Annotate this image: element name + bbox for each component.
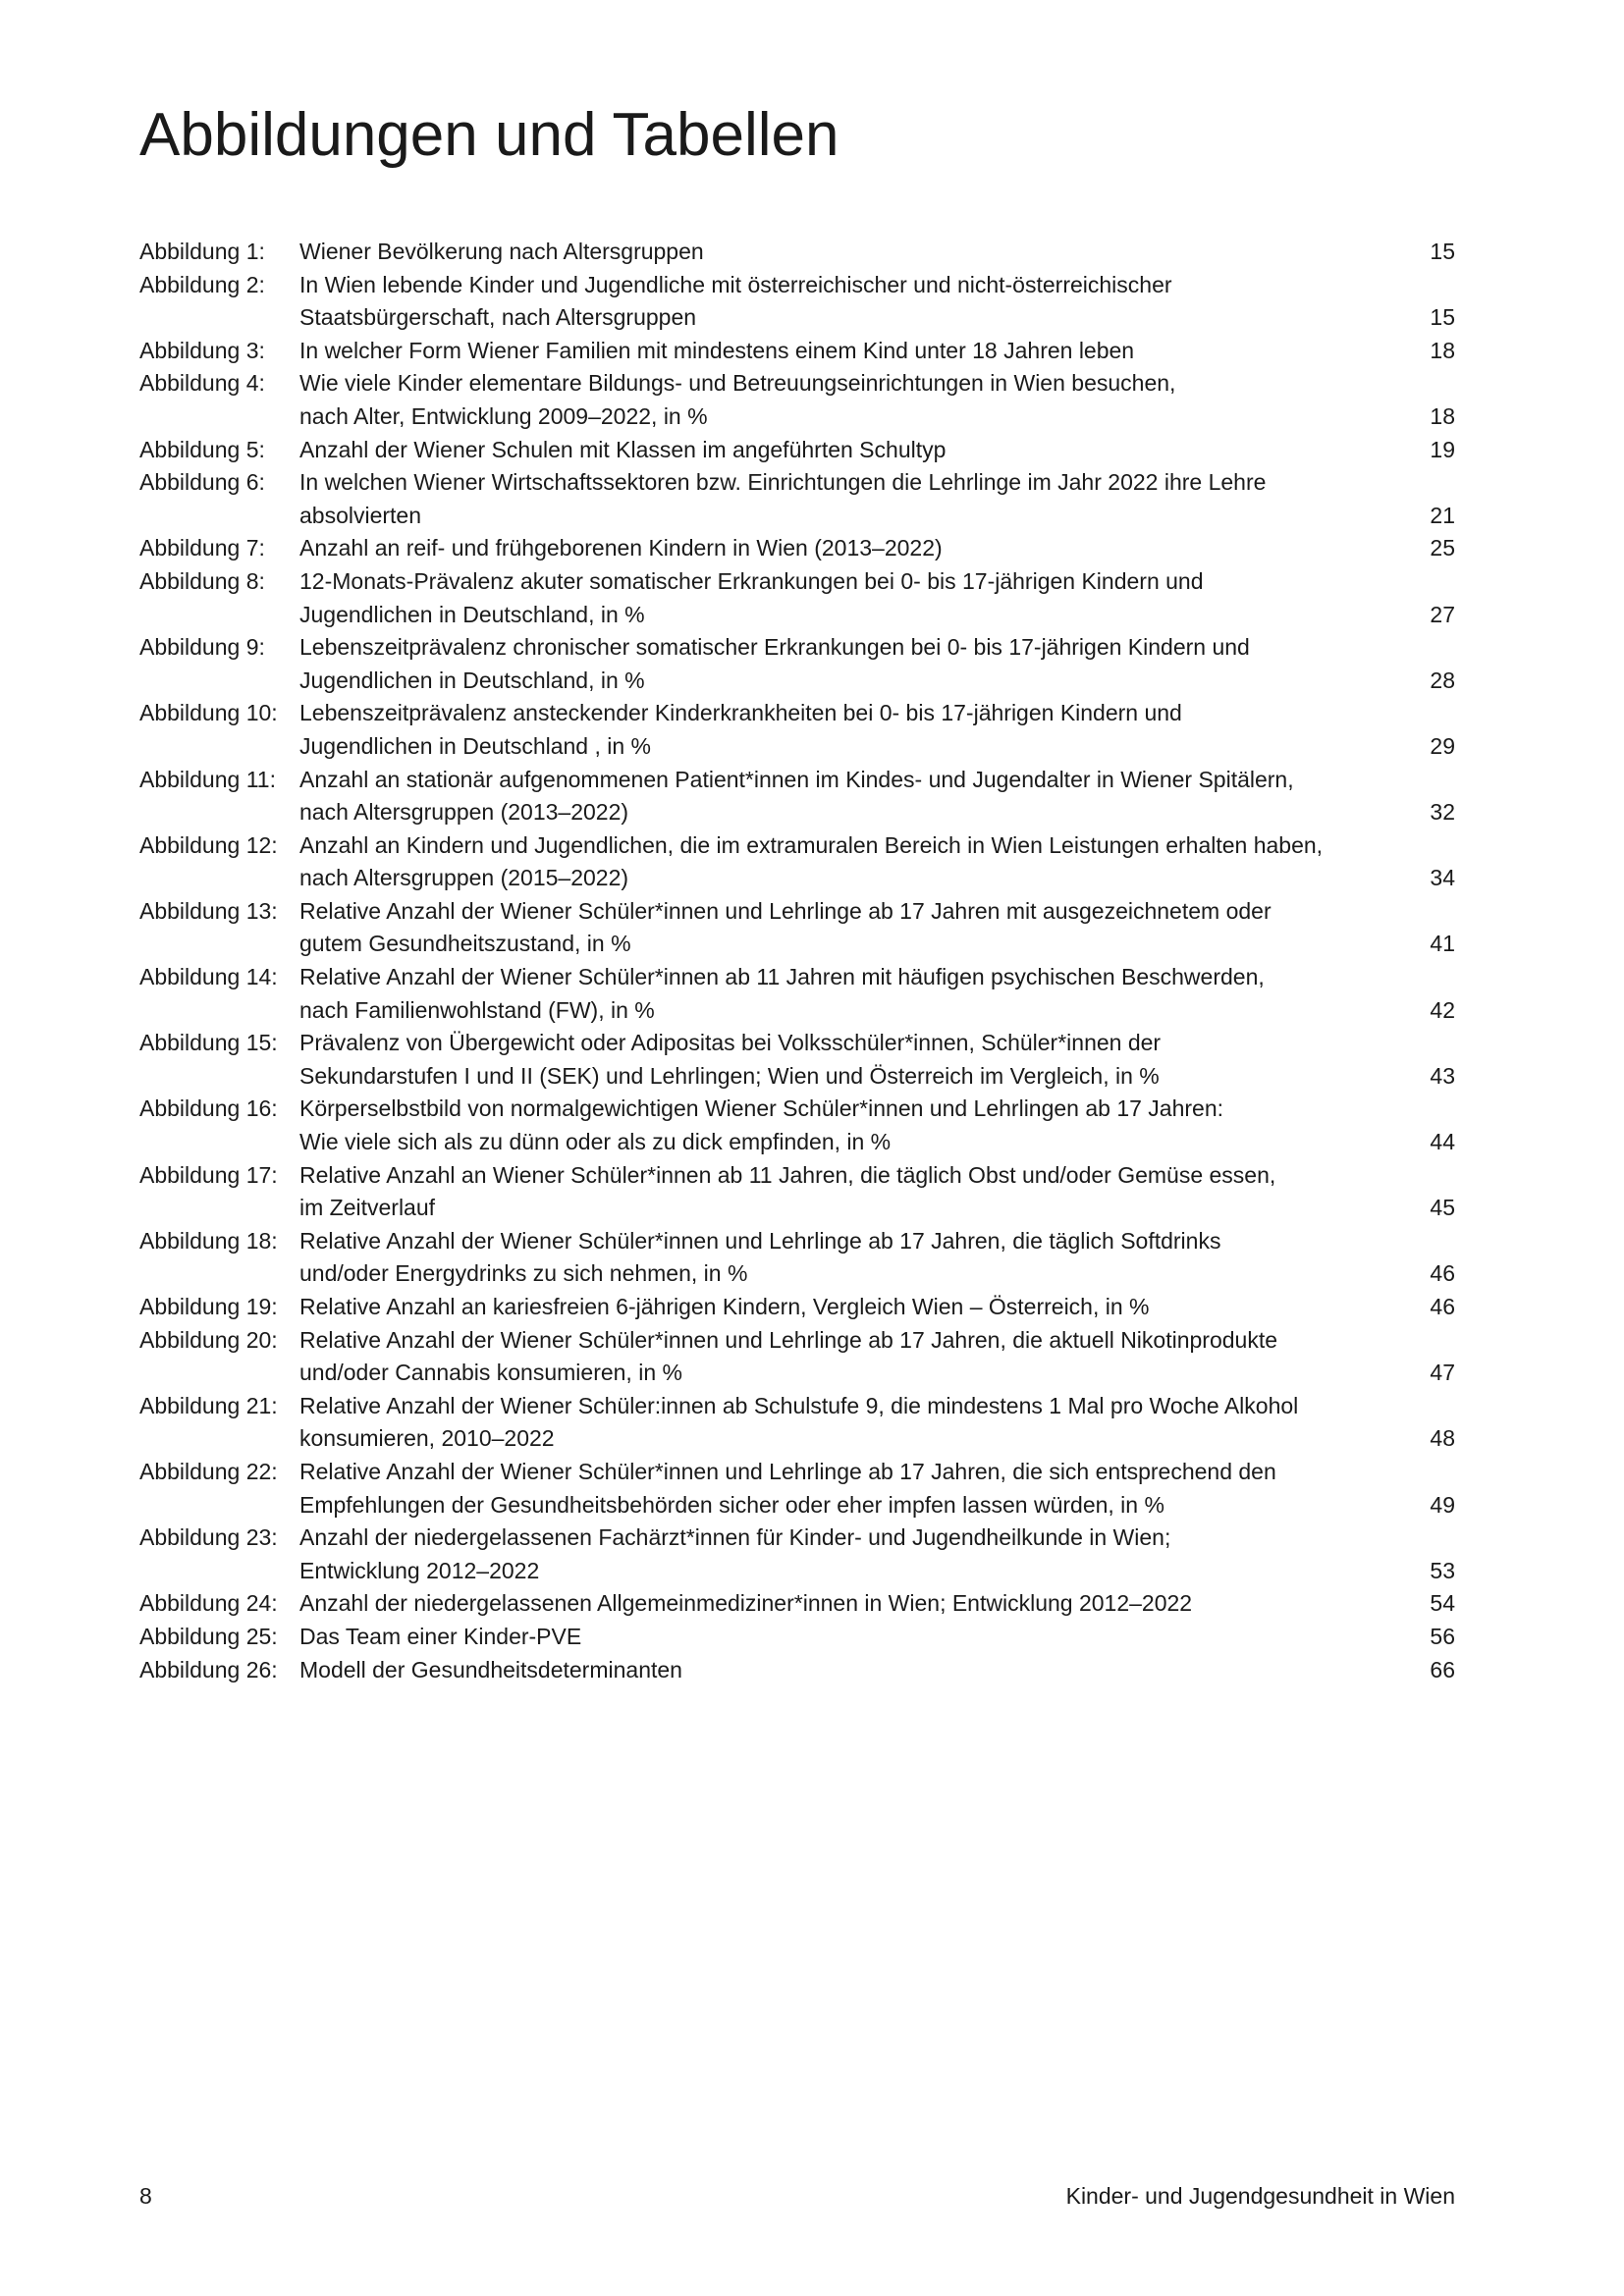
figure-caption bbox=[299, 367, 1396, 433]
toc-entry bbox=[139, 466, 1455, 532]
figure-page-number: 44 bbox=[1430, 1129, 1455, 1155]
figure-caption bbox=[299, 434, 1396, 467]
toc-entry bbox=[139, 1587, 1455, 1621]
figure-label: Abbildung 11: bbox=[139, 766, 276, 792]
toc-entry bbox=[139, 1654, 1455, 1687]
figure-caption bbox=[299, 764, 1396, 829]
figure-caption bbox=[299, 269, 1396, 335]
footer-page-number: 8 bbox=[139, 2183, 152, 2209]
figure-caption-line: nach Familienwohlstand (FW), in % bbox=[299, 996, 655, 1023]
figure-caption-line: Modell der Gesundheitsdeterminanten bbox=[299, 1656, 682, 1682]
toc-entry bbox=[139, 1027, 1455, 1093]
figure-page-number: 29 bbox=[1430, 732, 1455, 759]
figure-caption bbox=[299, 1291, 1396, 1324]
figure-label: Abbildung 6: bbox=[139, 469, 265, 496]
toc-entry bbox=[139, 631, 1455, 697]
figure-label: Abbildung 10: bbox=[139, 700, 278, 726]
figure-page-number: 28 bbox=[1430, 667, 1455, 693]
figure-label: Abbildung 21: bbox=[139, 1392, 278, 1418]
figure-page-number: 15 bbox=[1430, 239, 1455, 264]
figure-caption-line: Relative Anzahl der Wiener Schüler*innen und Lehrlinge ab 17 Jahren, die sich entsprechend den bbox=[299, 1458, 1276, 1484]
figure-label: Abbildung 14: bbox=[139, 964, 278, 990]
figure-caption bbox=[299, 631, 1396, 697]
figure-page-number: 15 bbox=[1430, 304, 1455, 331]
figure-page-number: 19 bbox=[1430, 436, 1455, 462]
figure-caption-line: nach Altersgruppen (2013–2022) bbox=[299, 799, 629, 826]
figure-page-number: 41 bbox=[1430, 931, 1455, 957]
figure-label: Abbildung 19: bbox=[139, 1294, 278, 1319]
figure-caption bbox=[299, 565, 1396, 631]
figure-caption-line: In Wien lebende Kinder und Jugendliche mit österreichischer und nicht-österreichischer bbox=[299, 271, 1172, 297]
figure-label: Abbildung 20: bbox=[139, 1326, 278, 1353]
figure-page-number: 32 bbox=[1430, 799, 1455, 826]
figure-page-number: 18 bbox=[1430, 337, 1455, 363]
figure-page-number: 27 bbox=[1430, 601, 1455, 627]
figure-label: Abbildung 15: bbox=[139, 1030, 278, 1056]
figure-caption-line: In welchen Wiener Wirtschaftssektoren bzw. Einrichtungen die Lehrlinge im Jahr 2022 ihre Lehre bbox=[299, 469, 1267, 496]
figure-caption-line: und/oder Cannabis konsumieren, in % bbox=[299, 1360, 682, 1386]
figure-caption-line: Das Team einer Kinder-PVE bbox=[299, 1623, 582, 1649]
figure-caption bbox=[299, 961, 1396, 1027]
figure-caption bbox=[299, 466, 1396, 532]
figure-caption-line: 12-Monats-Prävalenz akuter somatischer Erkrankungen bei 0- bis 17-jährigen Kindern und bbox=[299, 567, 1204, 594]
figure-label: Abbildung 25: bbox=[139, 1623, 278, 1649]
figure-caption-line: Empfehlungen der Gesundheitsbehörden sicher oder eher impfen lassen würden, in % bbox=[299, 1491, 1164, 1518]
figure-label: Abbildung 9: bbox=[139, 634, 265, 661]
figure-caption-line: und/oder Energydrinks zu sich nehmen, in % bbox=[299, 1260, 748, 1287]
toc-entry bbox=[139, 829, 1455, 895]
figure-caption bbox=[299, 1522, 1396, 1587]
toc-entry bbox=[139, 1159, 1455, 1225]
footer-publication-title: Kinder- und Jugendgesundheit in Wien bbox=[1065, 2183, 1455, 2209]
figure-page-number: 46 bbox=[1430, 1294, 1455, 1319]
toc-entry bbox=[139, 1522, 1455, 1587]
figure-caption bbox=[299, 335, 1396, 368]
figure-page-number: 66 bbox=[1430, 1656, 1455, 1682]
figure-caption-line: Relative Anzahl an Wiener Schüler*innen ab 11 Jahren, die täglich Obst und/oder Gemüse essen, bbox=[299, 1161, 1276, 1188]
figure-page-number: 53 bbox=[1430, 1557, 1455, 1583]
toc-entry bbox=[139, 269, 1455, 335]
figure-label: Abbildung 2: bbox=[139, 271, 265, 297]
figure-page-number: 21 bbox=[1430, 502, 1455, 528]
toc-entry bbox=[139, 1621, 1455, 1654]
figure-caption-line: Entwicklung 2012–2022 bbox=[299, 1557, 540, 1583]
toc-entry bbox=[139, 1324, 1455, 1390]
figure-caption-line: Sekundarstufen I und II (SEK) und Lehrlingen; Wien und Österreich im Vergleich, in % bbox=[299, 1062, 1160, 1089]
figure-page-number: 34 bbox=[1430, 865, 1455, 891]
figure-caption-line: Anzahl der Wiener Schulen mit Klassen im angeführten Schultyp bbox=[299, 436, 947, 462]
toc-entry bbox=[139, 961, 1455, 1027]
toc-entry bbox=[139, 1225, 1455, 1291]
figure-caption-line: Jugendlichen in Deutschland, in % bbox=[299, 667, 645, 693]
figure-page-number: 46 bbox=[1430, 1260, 1455, 1287]
figure-caption bbox=[299, 1027, 1396, 1093]
figure-label: Abbildung 23: bbox=[139, 1524, 278, 1551]
toc-entry bbox=[139, 434, 1455, 467]
figure-page-number: 48 bbox=[1430, 1425, 1455, 1452]
figure-caption bbox=[299, 1324, 1396, 1390]
figure-caption-line: konsumieren, 2010–2022 bbox=[299, 1425, 555, 1452]
figure-caption-line: Anzahl an reif- und frühgeborenen Kindern in Wien (2013–2022) bbox=[299, 535, 943, 561]
figure-caption bbox=[299, 1654, 1396, 1687]
toc-entry bbox=[139, 565, 1455, 631]
toc-entry bbox=[139, 532, 1455, 565]
figure-label: Abbildung 13: bbox=[139, 897, 278, 924]
figure-caption-line: nach Altersgruppen (2015–2022) bbox=[299, 865, 629, 891]
figure-page-number: 54 bbox=[1430, 1590, 1455, 1617]
figure-caption-line: Lebenszeitprävalenz chronischer somatischer Erkrankungen bei 0- bis 17-jährigen Kindern und bbox=[299, 634, 1250, 661]
figure-caption bbox=[299, 1456, 1396, 1522]
figure-caption-line: Körperselbstbild von normalgewichtigen Wiener Schüler*innen und Lehrlingen ab 17 Jahren: bbox=[299, 1095, 1224, 1122]
figure-caption-line: Staatsbürgerschaft, nach Altersgruppen bbox=[299, 304, 697, 331]
figure-caption-line: Anzahl an stationär aufgenommenen Patient*innen im Kindes- und Jugendalter in Wiener Spitälern, bbox=[299, 766, 1294, 792]
toc-entry bbox=[139, 1456, 1455, 1522]
figure-label: Abbildung 3: bbox=[139, 337, 265, 363]
figure-caption-line: Relative Anzahl der Wiener Schüler*innen und Lehrlinge ab 17 Jahren mit ausgezeichnetem oder bbox=[299, 897, 1272, 924]
toc-entry bbox=[139, 1291, 1455, 1324]
figure-caption-line: im Zeitverlauf bbox=[299, 1195, 436, 1221]
figure-label: Abbildung 18: bbox=[139, 1227, 278, 1254]
toc-entry bbox=[139, 764, 1455, 829]
toc-entry bbox=[139, 236, 1455, 269]
figure-caption-line: Jugendlichen in Deutschland , in % bbox=[299, 732, 652, 759]
figure-label: Abbildung 5: bbox=[139, 436, 265, 462]
figure-page-number: 56 bbox=[1430, 1623, 1455, 1649]
figure-caption-line: Wie viele Kinder elementare Bildungs- und Betreuungseinrichtungen in Wien besuchen, bbox=[299, 370, 1176, 397]
figure-caption-line: Wiener Bevölkerung nach Altersgruppen bbox=[299, 239, 704, 264]
figure-label: Abbildung 4: bbox=[139, 370, 265, 397]
figure-page-number: 45 bbox=[1430, 1195, 1455, 1221]
figure-label: Abbildung 16: bbox=[139, 1095, 278, 1122]
page-title: Abbildungen und Tabellen bbox=[139, 101, 839, 169]
figure-label: Abbildung 8: bbox=[139, 567, 265, 594]
figure-page-number: 25 bbox=[1430, 535, 1455, 561]
figure-caption bbox=[299, 1159, 1396, 1225]
figure-label: Abbildung 26: bbox=[139, 1656, 278, 1682]
figure-label: Abbildung 22: bbox=[139, 1458, 278, 1484]
figure-caption-line: Anzahl der niedergelassenen Allgemeinmediziner*innen in Wien; Entwicklung 2012–2022 bbox=[299, 1590, 1193, 1617]
figure-caption bbox=[299, 1587, 1396, 1621]
figure-caption-line: Relative Anzahl der Wiener Schüler*innen und Lehrlinge ab 17 Jahren, die täglich Softdrinks bbox=[299, 1227, 1221, 1254]
figure-caption-line: gutem Gesundheitszustand, in % bbox=[299, 931, 631, 957]
toc-entry bbox=[139, 367, 1455, 433]
figure-label: Abbildung 24: bbox=[139, 1590, 278, 1617]
figure-caption bbox=[299, 1390, 1396, 1456]
figure-caption-line: Wie viele sich als zu dünn oder als zu dick empfinden, in % bbox=[299, 1129, 892, 1155]
figure-caption-line: Relative Anzahl der Wiener Schüler:innen ab Schulstufe 9, die mindestens 1 Mal pro Woche Alkohol bbox=[299, 1392, 1299, 1418]
figure-page-number: 49 bbox=[1430, 1491, 1455, 1518]
figure-caption bbox=[299, 697, 1396, 763]
figure-page-number: 42 bbox=[1430, 996, 1455, 1023]
figure-label: Abbildung 1: bbox=[139, 239, 265, 264]
figure-page-number: 47 bbox=[1430, 1360, 1455, 1386]
toc-entry bbox=[139, 1390, 1455, 1456]
figure-caption-line: Anzahl der niedergelassenen Fachärzt*innen für Kinder- und Jugendheilkunde in Wien; bbox=[299, 1524, 1171, 1551]
figure-caption bbox=[299, 532, 1396, 565]
toc-entry bbox=[139, 697, 1455, 763]
figure-caption bbox=[299, 1093, 1396, 1158]
figure-caption bbox=[299, 829, 1396, 895]
figure-caption-line: Anzahl an Kindern und Jugendlichen, die im extramuralen Bereich in Wien Leistungen erhalten haben, bbox=[299, 831, 1324, 858]
figure-list bbox=[139, 236, 1455, 1686]
figure-caption-line: Relative Anzahl der Wiener Schüler*innen ab 11 Jahren mit häufigen psychischen Beschwerden, bbox=[299, 964, 1265, 990]
figure-page-number: 18 bbox=[1430, 402, 1455, 429]
figure-caption-line: In welcher Form Wiener Familien mit mindestens einem Kind unter 18 Jahren leben bbox=[299, 337, 1135, 363]
figure-caption-line: Relative Anzahl der Wiener Schüler*innen und Lehrlinge ab 17 Jahren, die aktuell Nikotinprodukte bbox=[299, 1326, 1278, 1353]
figure-caption-line: absolvierten bbox=[299, 502, 422, 528]
figure-label: Abbildung 12: bbox=[139, 831, 278, 858]
figure-page-number: 43 bbox=[1430, 1062, 1455, 1089]
toc-entry bbox=[139, 895, 1455, 961]
figure-caption bbox=[299, 895, 1396, 961]
toc-entry bbox=[139, 335, 1455, 368]
figure-caption-line: Prävalenz von Übergewicht oder Adipositas bei Volksschüler*innen, Schüler*innen der bbox=[299, 1030, 1162, 1056]
figure-caption-line: Relative Anzahl an kariesfreien 6-jährigen Kindern, Vergleich Wien – Österreich, in % bbox=[299, 1294, 1150, 1319]
figure-caption-line: Lebenszeitprävalenz ansteckender Kinderkrankheiten bei 0- bis 17-jährigen Kindern und bbox=[299, 700, 1182, 726]
figure-caption bbox=[299, 1225, 1396, 1291]
figure-label: Abbildung 7: bbox=[139, 535, 265, 561]
figure-caption bbox=[299, 1621, 1396, 1654]
toc-entry bbox=[139, 1093, 1455, 1158]
figure-caption bbox=[299, 236, 1396, 269]
figure-label: Abbildung 17: bbox=[139, 1161, 278, 1188]
figure-caption-line: nach Alter, Entwicklung 2009–2022, in % bbox=[299, 402, 708, 429]
figure-caption-line: Jugendlichen in Deutschland, in % bbox=[299, 601, 645, 627]
